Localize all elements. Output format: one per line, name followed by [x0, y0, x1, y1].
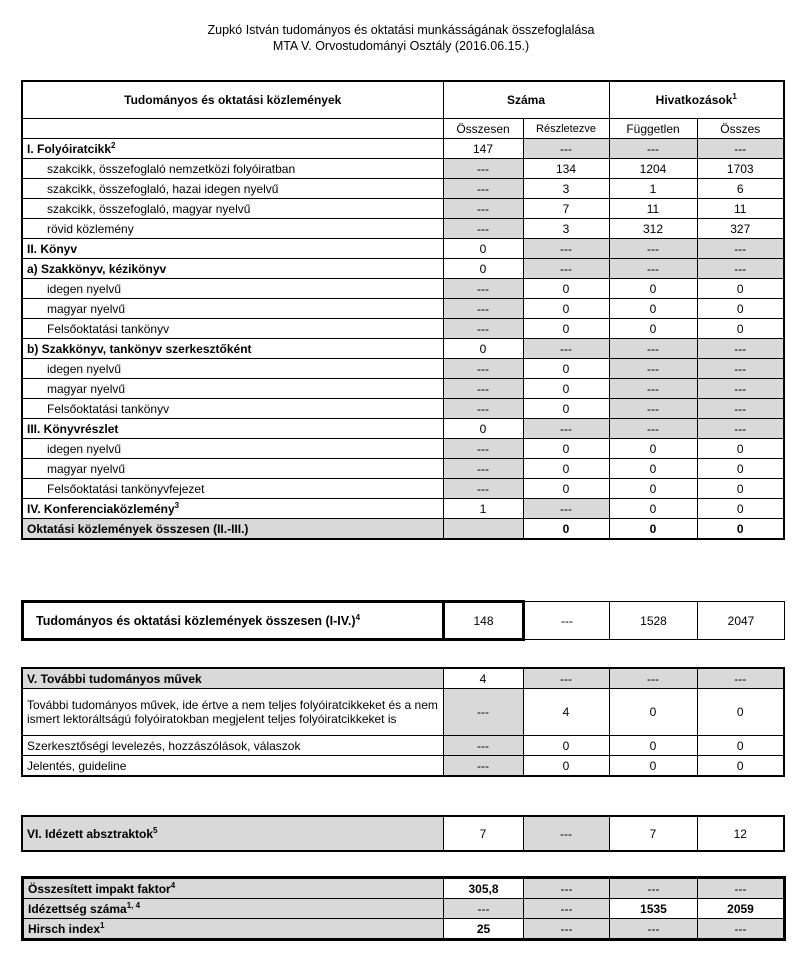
- row-szakcikk-osszefoglalo-magyar-nyelvu-c2: 7: [523, 199, 609, 219]
- row-felsooktatasi-tankonyvfejezet-c2: 0: [523, 479, 609, 499]
- v-v-tovabbi-tudomanyos-muvek-c3: ---: [609, 668, 697, 689]
- summary-hirsch-index-c3: ---: [610, 919, 698, 940]
- row-label-szakcikk-osszefoglalo-magyar-nyelvu: szakcikk, összefoglaló, magyar nyelvű: [22, 199, 443, 219]
- row-label-i-folyoiratcikk: I. Folyóiratcikk$^2$: [22, 139, 443, 159]
- v-v-tovabbi-tudomanyos-muvek-c4: ---: [697, 668, 784, 689]
- table-row: [23, 878, 785, 899]
- table-row: [22, 259, 784, 279]
- table-row: [22, 399, 784, 419]
- v-tovabbi-tudomanyos-muvek-ide-ertve-a-nem-c2: 4: [523, 689, 609, 736]
- row-szakcikk-osszefoglalo-hazai-idegen-nyelv-c3: 1: [609, 179, 697, 199]
- table-row: [23, 919, 785, 940]
- row-magyar-nyelvu-c1: ---: [443, 379, 523, 399]
- subheader-osszesen: Összesen: [443, 119, 523, 139]
- section-v-table: [21, 667, 785, 777]
- abstracts-label: VI. Idézett absztraktok$^5$: [22, 816, 443, 851]
- row-ii-konyv-c3: ---: [609, 239, 697, 259]
- table-row: [22, 419, 784, 439]
- v-label-v-tovabbi-tudomanyos-muvek: V. További tudományos művek: [22, 668, 443, 689]
- row-idegen-nyelvu-c3: 0: [609, 279, 697, 299]
- summary-idezettseg-szama-c1: ---: [444, 899, 524, 919]
- v-jelentes-guideline-c4: 0: [697, 756, 784, 777]
- total-reszletezve: ---: [524, 602, 610, 640]
- subheader-fuggetlen: Független: [609, 119, 697, 139]
- summary-label-idezettseg-szama: Idézettség száma$^{1, 4}$: [23, 899, 444, 919]
- row-iv-konferenciakozlemeny-c3: 0: [609, 499, 697, 519]
- v-label-szerkesztosegi-levelezes-hozzaszolasok-v: Szerkesztőségi levelezés, hozzászólások, válaszok: [22, 736, 443, 756]
- row-a-szakkonyv-kezikonyv-c3: ---: [609, 259, 697, 279]
- abstracts-osszes: 12: [697, 816, 784, 851]
- summary-idezettseg-szama-c3: 1535: [610, 899, 698, 919]
- row-rovid-kozlemeny-c1: ---: [443, 219, 523, 239]
- row-iv-konferenciakozlemeny-c2: ---: [523, 499, 609, 519]
- row-szakcikk-osszefoglalo-magyar-nyelvu-c4: 11: [697, 199, 784, 219]
- row-felsooktatasi-tankonyvfejezet-c3: 0: [609, 479, 697, 499]
- total-fuggetlen: 1528: [610, 602, 698, 640]
- row-szakcikk-osszefoglalo-magyar-nyelvu-c1: ---: [443, 199, 523, 219]
- row-felsooktatasi-tankonyv-c3: ---: [609, 399, 697, 419]
- row-ii-konyv-c4: ---: [697, 239, 784, 259]
- row-felsooktatasi-tankonyv-c2: 0: [523, 319, 609, 339]
- row-idegen-nyelvu-c1: ---: [443, 439, 523, 459]
- row-idegen-nyelvu-c4: 0: [697, 279, 784, 299]
- total-osszesen: 148: [444, 602, 524, 640]
- summary-idezettseg-szama-c4: 2059: [698, 899, 785, 919]
- table-row: [22, 159, 784, 179]
- row-szakcikk-osszefoglalo-nemzetkozi-folyoir-c3: 1204: [609, 159, 697, 179]
- row-i-folyoiratcikk-c2: ---: [523, 139, 609, 159]
- row-rovid-kozlemeny-c2: 3: [523, 219, 609, 239]
- row-szakcikk-osszefoglalo-hazai-idegen-nyelv-c2: 3: [523, 179, 609, 199]
- title-line-1: Zupkó István tudományos és oktatási munkásságának összefoglalása: [207, 23, 595, 37]
- row-label-felsooktatasi-tankonyv: Felsőoktatási tankönyv: [22, 399, 443, 419]
- summary-idezettseg-szama-c2: ---: [524, 899, 610, 919]
- row-idegen-nyelvu-c3: 0: [609, 439, 697, 459]
- row-ii-konyv-c1: 0: [443, 239, 523, 259]
- row-label-idegen-nyelvu: idegen nyelvű: [22, 359, 443, 379]
- table-row: [22, 219, 784, 239]
- row-ii-konyv-c2: ---: [523, 239, 609, 259]
- row-szakcikk-osszefoglalo-nemzetkozi-folyoir-c2: 134: [523, 159, 609, 179]
- row-i-folyoiratcikk-c1: 147: [443, 139, 523, 159]
- summary-label-osszesitett-impakt-faktor: Összesített impakt faktor$^4$: [23, 878, 444, 899]
- table-row: [22, 299, 784, 319]
- summary-hirsch-index-c2: ---: [524, 919, 610, 940]
- row-magyar-nyelvu-c4: ---: [697, 379, 784, 399]
- row-rovid-kozlemeny-c4: 327: [697, 219, 784, 239]
- document-title: [0, 22, 802, 54]
- header-publications: Tudományos és oktatási közlemények: [22, 81, 443, 119]
- section-vi-table: [21, 815, 785, 852]
- row-label-felsooktatasi-tankonyvfejezet: Felsőoktatási tankönyvfejezet: [22, 479, 443, 499]
- summary-table: [21, 876, 786, 941]
- table-row: [22, 319, 784, 339]
- table-row: [22, 239, 784, 259]
- row-label-szakcikk-osszefoglalo-nemzetkozi-folyoir: szakcikk, összefoglaló nemzetközi folyóiratban: [22, 159, 443, 179]
- row-iii-konyvreszlet-c1: 0: [443, 419, 523, 439]
- v-tovabbi-tudomanyos-muvek-ide-ertve-a-nem-c1: ---: [443, 689, 523, 736]
- row-label-magyar-nyelvu: magyar nyelvű: [22, 299, 443, 319]
- summary-label-hirsch-index: Hirsch index$^1$: [23, 919, 444, 940]
- row-b-szakkonyv-tankonyv-szerkesztokent-c3: ---: [609, 339, 697, 359]
- row-szakcikk-osszefoglalo-hazai-idegen-nyelv-c4: 6: [697, 179, 784, 199]
- row-szakcikk-osszefoglalo-hazai-idegen-nyelv-c1: ---: [443, 179, 523, 199]
- row-label-idegen-nyelvu: idegen nyelvű: [22, 439, 443, 459]
- row-i-folyoiratcikk-c4: ---: [697, 139, 784, 159]
- row-idegen-nyelvu-c1: ---: [443, 359, 523, 379]
- v-jelentes-guideline-c2: 0: [523, 756, 609, 777]
- row-idegen-nyelvu-c3: ---: [609, 359, 697, 379]
- row-szakcikk-osszefoglalo-magyar-nyelvu-c3: 11: [609, 199, 697, 219]
- table-row: [22, 756, 784, 777]
- row-magyar-nyelvu-c3: 0: [609, 299, 697, 319]
- row-iii-konyvreszlet-c2: ---: [523, 419, 609, 439]
- row-magyar-nyelvu-c1: ---: [443, 299, 523, 319]
- v-jelentes-guideline-c3: 0: [609, 756, 697, 777]
- abstracts-fuggetlen: 7: [609, 816, 697, 851]
- row-szakcikk-osszefoglalo-nemzetkozi-folyoir-c1: ---: [443, 159, 523, 179]
- row-label-szakcikk-osszefoglalo-hazai-idegen-nyelv: szakcikk, összefoglaló, hazai idegen nyelvű: [22, 179, 443, 199]
- row-idegen-nyelvu-c1: ---: [443, 279, 523, 299]
- table-row: [22, 689, 784, 736]
- row-magyar-nyelvu-c2: 0: [523, 379, 609, 399]
- row-magyar-nyelvu-c2: 0: [523, 459, 609, 479]
- table-row: [22, 439, 784, 459]
- row-label-magyar-nyelvu: magyar nyelvű: [22, 379, 443, 399]
- table-row: [22, 339, 784, 359]
- row-felsooktatasi-tankonyv-c2: 0: [523, 399, 609, 419]
- row-oktatasi-kozlemenyek-osszesen-ii-iii-c1: [443, 519, 523, 540]
- summary-osszesitett-impakt-faktor-c4: ---: [698, 878, 785, 899]
- row-label-oktatasi-kozlemenyek-osszesen-ii-iii: Oktatási közlemények összesen (II.-III.): [22, 519, 443, 540]
- table-row: [22, 668, 784, 689]
- v-v-tovabbi-tudomanyos-muvek-c1: 4: [443, 668, 523, 689]
- row-oktatasi-kozlemenyek-osszesen-ii-iii-c4: 0: [697, 519, 784, 540]
- row-label-b-szakkonyv-tankonyv-szerkesztokent: b) Szakkönyv, tankönyv szerkesztőként: [22, 339, 443, 359]
- v-szerkesztosegi-levelezes-hozzaszolasok-v-c4: 0: [697, 736, 784, 756]
- row-a-szakkonyv-kezikonyv-c2: ---: [523, 259, 609, 279]
- row-label-ii-konyv: II. Könyv: [22, 239, 443, 259]
- table-row: [22, 279, 784, 299]
- table-row: [23, 899, 785, 919]
- table-row: [22, 499, 784, 519]
- row-idegen-nyelvu-c2: 0: [523, 439, 609, 459]
- row-b-szakkonyv-tankonyv-szerkesztokent-c2: ---: [523, 339, 609, 359]
- subheader-osszes: Összes: [697, 119, 784, 139]
- table-row: [22, 479, 784, 499]
- v-szerkesztosegi-levelezes-hozzaszolasok-v-c1: ---: [443, 736, 523, 756]
- table-row: [22, 359, 784, 379]
- row-iv-konferenciakozlemeny-c1: 1: [443, 499, 523, 519]
- row-iv-konferenciakozlemeny-c4: 0: [697, 499, 784, 519]
- row-label-iv-konferenciakozlemeny: IV. Konferenciaközlemény$^3$: [22, 499, 443, 519]
- title-line-2: MTA V. Orvostudományi Osztály (2016.06.15.): [272, 39, 530, 53]
- summary-osszesitett-impakt-faktor-c2: ---: [524, 878, 610, 899]
- row-label-idegen-nyelvu: idegen nyelvű: [22, 279, 443, 299]
- row-felsooktatasi-tankonyv-c4: ---: [697, 399, 784, 419]
- row-label-felsooktatasi-tankonyv: Felsőoktatási tankönyv: [22, 319, 443, 339]
- row-magyar-nyelvu-c3: 0: [609, 459, 697, 479]
- table-row: [22, 519, 784, 540]
- v-tovabbi-tudomanyos-muvek-ide-ertve-a-nem-c4: 0: [697, 689, 784, 736]
- row-label-a-szakkonyv-kezikonyv: a) Szakkönyv, kézikönyv: [22, 259, 443, 279]
- header-hivatkozasok: Hivatkozások$^1$: [609, 81, 784, 119]
- subheader-reszletezve: Részletezve: [523, 119, 609, 139]
- summary-osszesitett-impakt-faktor-c3: ---: [610, 878, 698, 899]
- row-magyar-nyelvu-c1: ---: [443, 459, 523, 479]
- row-magyar-nyelvu-c2: 0: [523, 299, 609, 319]
- row-label-iii-konyvreszlet: III. Könyvrészlet: [22, 419, 443, 439]
- main-table: [21, 80, 785, 540]
- summary-hirsch-index-c1: 25: [444, 919, 524, 940]
- row-felsooktatasi-tankonyv-c4: 0: [697, 319, 784, 339]
- table-row: [22, 139, 784, 159]
- row-idegen-nyelvu-c2: 0: [523, 359, 609, 379]
- total-label: Tudományos és oktatási közlemények összesen $(I-IV.)^4$: [23, 602, 444, 640]
- row-label-rovid-kozlemeny: rövid közlemény: [22, 219, 443, 239]
- abstracts-osszesen: 7: [443, 816, 523, 851]
- row-felsooktatasi-tankonyvfejezet-c4: 0: [697, 479, 784, 499]
- row-iii-konyvreszlet-c3: ---: [609, 419, 697, 439]
- v-szerkesztosegi-levelezes-hozzaszolasok-v-c3: 0: [609, 736, 697, 756]
- row-szakcikk-osszefoglalo-nemzetkozi-folyoir-c4: 1703: [697, 159, 784, 179]
- total-table: [21, 600, 785, 641]
- row-a-szakkonyv-kezikonyv-c1: 0: [443, 259, 523, 279]
- row-felsooktatasi-tankonyv-c1: ---: [443, 399, 523, 419]
- v-tovabbi-tudomanyos-muvek-ide-ertve-a-nem-c3: 0: [609, 689, 697, 736]
- row-magyar-nyelvu-c4: 0: [697, 459, 784, 479]
- row-felsooktatasi-tankonyv-c3: 0: [609, 319, 697, 339]
- row-oktatasi-kozlemenyek-osszesen-ii-iii-c3: 0: [609, 519, 697, 540]
- total-osszes: 2047: [698, 602, 785, 640]
- row-idegen-nyelvu-c4: ---: [697, 359, 784, 379]
- row-iii-konyvreszlet-c4: ---: [697, 419, 784, 439]
- table-row: [22, 459, 784, 479]
- summary-hirsch-index-c4: ---: [698, 919, 785, 940]
- v-szerkesztosegi-levelezes-hozzaszolasok-v-c2: 0: [523, 736, 609, 756]
- row-b-szakkonyv-tankonyv-szerkesztokent-c4: ---: [697, 339, 784, 359]
- row-oktatasi-kozlemenyek-osszesen-ii-iii-c2: 0: [523, 519, 609, 540]
- row-magyar-nyelvu-c3: ---: [609, 379, 697, 399]
- row-label-magyar-nyelvu: magyar nyelvű: [22, 459, 443, 479]
- v-v-tovabbi-tudomanyos-muvek-c2: ---: [523, 668, 609, 689]
- table-row: [22, 179, 784, 199]
- v-label-tovabbi-tudomanyos-muvek-ide-ertve-a-nem: További tudományos művek, ide értve a nem teljes folyóiratcikkeket és a nem ismert lektoráltságú folyóiratokban megjelent teljes folyóiratcikkeket is: [22, 689, 443, 736]
- row-a-szakkonyv-kezikonyv-c4: ---: [697, 259, 784, 279]
- summary-osszesitett-impakt-faktor-c1: 305,8: [444, 878, 524, 899]
- table-row: [22, 379, 784, 399]
- row-b-szakkonyv-tankonyv-szerkesztokent-c1: 0: [443, 339, 523, 359]
- header-szama: Száma: [443, 81, 609, 119]
- row-idegen-nyelvu-c2: 0: [523, 279, 609, 299]
- row-felsooktatasi-tankonyvfejezet-c1: ---: [443, 479, 523, 499]
- table-row: [22, 736, 784, 756]
- abstracts-reszletezve: ---: [523, 816, 609, 851]
- row-idegen-nyelvu-c4: 0: [697, 439, 784, 459]
- v-label-jelentes-guideline: Jelentés, guideline: [22, 756, 443, 777]
- row-i-folyoiratcikk-c3: ---: [609, 139, 697, 159]
- row-felsooktatasi-tankonyv-c1: ---: [443, 319, 523, 339]
- row-rovid-kozlemeny-c3: 312: [609, 219, 697, 239]
- table-row: [22, 199, 784, 219]
- v-jelentes-guideline-c1: ---: [443, 756, 523, 777]
- row-magyar-nyelvu-c4: 0: [697, 299, 784, 319]
